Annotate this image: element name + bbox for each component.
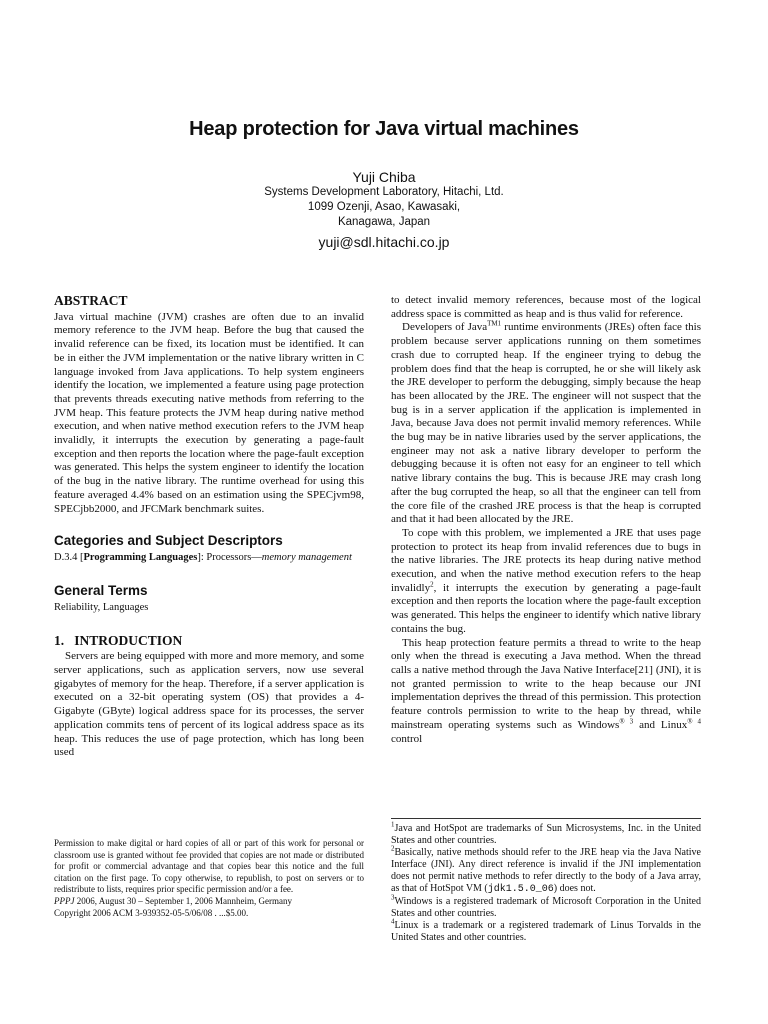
footnote-2 xyxy=(391,844,701,896)
categories-rest: ]: Processors— xyxy=(197,551,262,563)
categories-text xyxy=(54,551,364,564)
p4-start: This heap protection feature permits a thread to write to the heap only when the thread is executing a Java method. When the thread calls a native method through the Java Native Interface[21] (JNI), it is not granted permission to write to the heap because our JNI implementation deprives the thread of this permission. This protection feature controls permission to write to the heap by thread, while mainstream operating systems such as Windows xyxy=(391,636,701,731)
footnote-1 xyxy=(391,820,701,847)
p3-start: To cope with this problem, we implemented a JRE that uses page protection to protect its heap from invalid references due to bugs in the native libraries. The JRE protects its heap during native method execution, and when the native method execution refers to the heap invalidly xyxy=(391,526,701,594)
footnote-3-text: Windows is a registered trademark of Microsoft Corporation in the United States and other countries. xyxy=(391,896,701,919)
footnote-1-mark: 1 xyxy=(391,820,395,829)
footnotes xyxy=(391,818,701,944)
categories-bold: Programming Languages xyxy=(83,551,198,563)
right-paragraph-2 xyxy=(391,321,701,527)
footnote-2-code: jdk1.5.0_06 xyxy=(487,884,554,895)
author-email: yuji@sdl.hitachi.co.jp xyxy=(318,234,450,250)
permission-notice xyxy=(54,838,364,919)
copyright-line: Copyright 2006 ACM 3-939352-05-5/06/08 . ...$5.00. xyxy=(54,907,249,918)
p2-rest: runtime environments (JREs) often face this problem because server applications running on them sometimes crash due to corrupted heap. If the engineer trying to debug the problem does find that the heap is corrupted, he or she will likely ask the JRE developer to perform the debugging, simply because the heap has been allocated by the JRE. The engineer will not suspect that the bug is in a server application if the application is implemented in Java, because Java does not permit invalid memory references. While the bug may be in native libraries used by the server applications, the engineer may not ask a native library developer to perform the debugging because it is often not easy for an engineer to tell which native library contains the bug. This is because JRE may crash long after the bug corrupted the heap, so all that the engineer can tell from the core file of the crashed JRE process is that the heap is corrupted and that it had been allocated by the JRE. xyxy=(391,321,701,526)
venue-line xyxy=(54,896,364,908)
categories-italic: memory management xyxy=(261,551,352,563)
p3-superscript: 2 xyxy=(430,580,434,589)
general-terms-heading: General Terms xyxy=(54,582,148,598)
categories-heading: Categories and Subject Descriptors xyxy=(54,533,283,549)
p2-start: Developers of Java xyxy=(402,321,488,334)
venue-details: 2006, August 30 – September 1, 2006 Mannheim, Germany xyxy=(74,895,292,906)
affiliation-line-3: Kanagawa, Japan xyxy=(337,216,431,228)
right-paragraph-3 xyxy=(391,527,701,637)
p4-superscript-1: ® 3 xyxy=(619,717,634,726)
p2-superscript: TM1 xyxy=(487,319,502,328)
footnote-2-text: Basically, native methods should refer to the JRE heap via the Java Native Interface (JNI). Any direct reference is invalid if the JNI implementation does not permit native methods to refer directly to the body of a Java array, as that of HotSpot VM ( xyxy=(391,847,701,894)
introduction-heading: 1. INTRODUCTION xyxy=(54,632,183,648)
footnote-4-text: Linux is a trademark or a registered trademark of Linus Torvalds in the United States and other countries. xyxy=(391,920,701,943)
p4-end: control xyxy=(391,732,423,745)
venue-name: PPPJ xyxy=(54,895,75,906)
introduction-text: Servers are being equipped with more and more memory, and some server applications, such as application servers, now use several gigabytes of memory for the heap. Therefore, if a server application is executed on a 32-bit operating system (OS) that provides a 4-Gigabyte (GByte) logical address space for its processes, the server application commits tens of percent of its logical address space as its heap. This reduces the use of page protection, which has long been used xyxy=(54,650,364,759)
abstract-text: Java virtual machine (JVM) crashes are often due to an invalid memory reference to the JVM heap. Before the bug that caused the invalid reference can be fixed, its location must be identified. It can be in either the JVM implementation or the native library written in C language invoked from Java applications. To help system engineers identify the location, we implemented a feature using page protection that prevents threads executing native methods from referring to the JVM heap. This feature protects the JVM heap during native method execution, and when native method execution refers to the JVM heap invalidly, it interrupts the execution by generating a page-fault exception and then reports the location where the page-fault exception was generated. This helps the system engineer to identify the location of the bug in the native library. The runtime overhead for using this feature averaged 4.4% based on an estimation using the SPECjvm98, SPECjbb2000, and JFCMark benchmark suites. xyxy=(54,310,364,515)
paper-title: Heap protection for Java virtual machines xyxy=(189,118,579,140)
affiliation-line-1: Systems Development Laboratory, Hitachi, Ltd. xyxy=(264,186,504,198)
footnote-1-text: Java and HotSpot are trademarks of Sun Microsystems, Inc. in the United States and other countries. xyxy=(391,823,701,846)
author-name: Yuji Chiba xyxy=(352,169,416,185)
footnote-3-mark: 3 xyxy=(391,893,395,902)
p4-middle: and Linux xyxy=(633,718,688,731)
general-terms-text: Reliability, Languages xyxy=(54,601,149,613)
right-column xyxy=(391,294,701,746)
affiliation-line-2: 1099 Ozenji, Asao, Kawasaki, xyxy=(307,201,461,213)
p3-rest: , it interrupts the execution by generating a page-fault exception and then reports the location where the page-fault exception was generated. This helps the engineer to identify which native library contains the bug. xyxy=(391,581,701,635)
permission-text: Permission to make digital or hard copies of all or part of this work for personal or classroom use is granted without fee provided that copies are not made or distributed for profit or commercial advantage and that copies bear this notice and the full citation on the first page. To copy otherwise, to republish, to post on servers or to redistribute to lists, requires prior specific permission and/or a fee. xyxy=(54,838,364,895)
footnote-3 xyxy=(391,893,701,920)
footnote-2-end: ) does not. xyxy=(553,883,596,894)
right-paragraph-1: to detect invalid memory references, because most of the logical address space is committed as heap and is thus valid for reference. xyxy=(391,294,701,320)
footnote-2-mark: 2 xyxy=(391,844,395,853)
footnote-4-mark: 4 xyxy=(391,917,395,926)
right-paragraph-4 xyxy=(391,637,701,747)
p4-superscript-2: ® 4 xyxy=(687,717,701,726)
footnote-4 xyxy=(391,917,701,944)
paper-header xyxy=(0,118,768,250)
abstract-heading: ABSTRACT xyxy=(54,293,128,308)
left-column xyxy=(54,294,364,760)
categories-code: D.3.4 [ xyxy=(54,551,84,563)
